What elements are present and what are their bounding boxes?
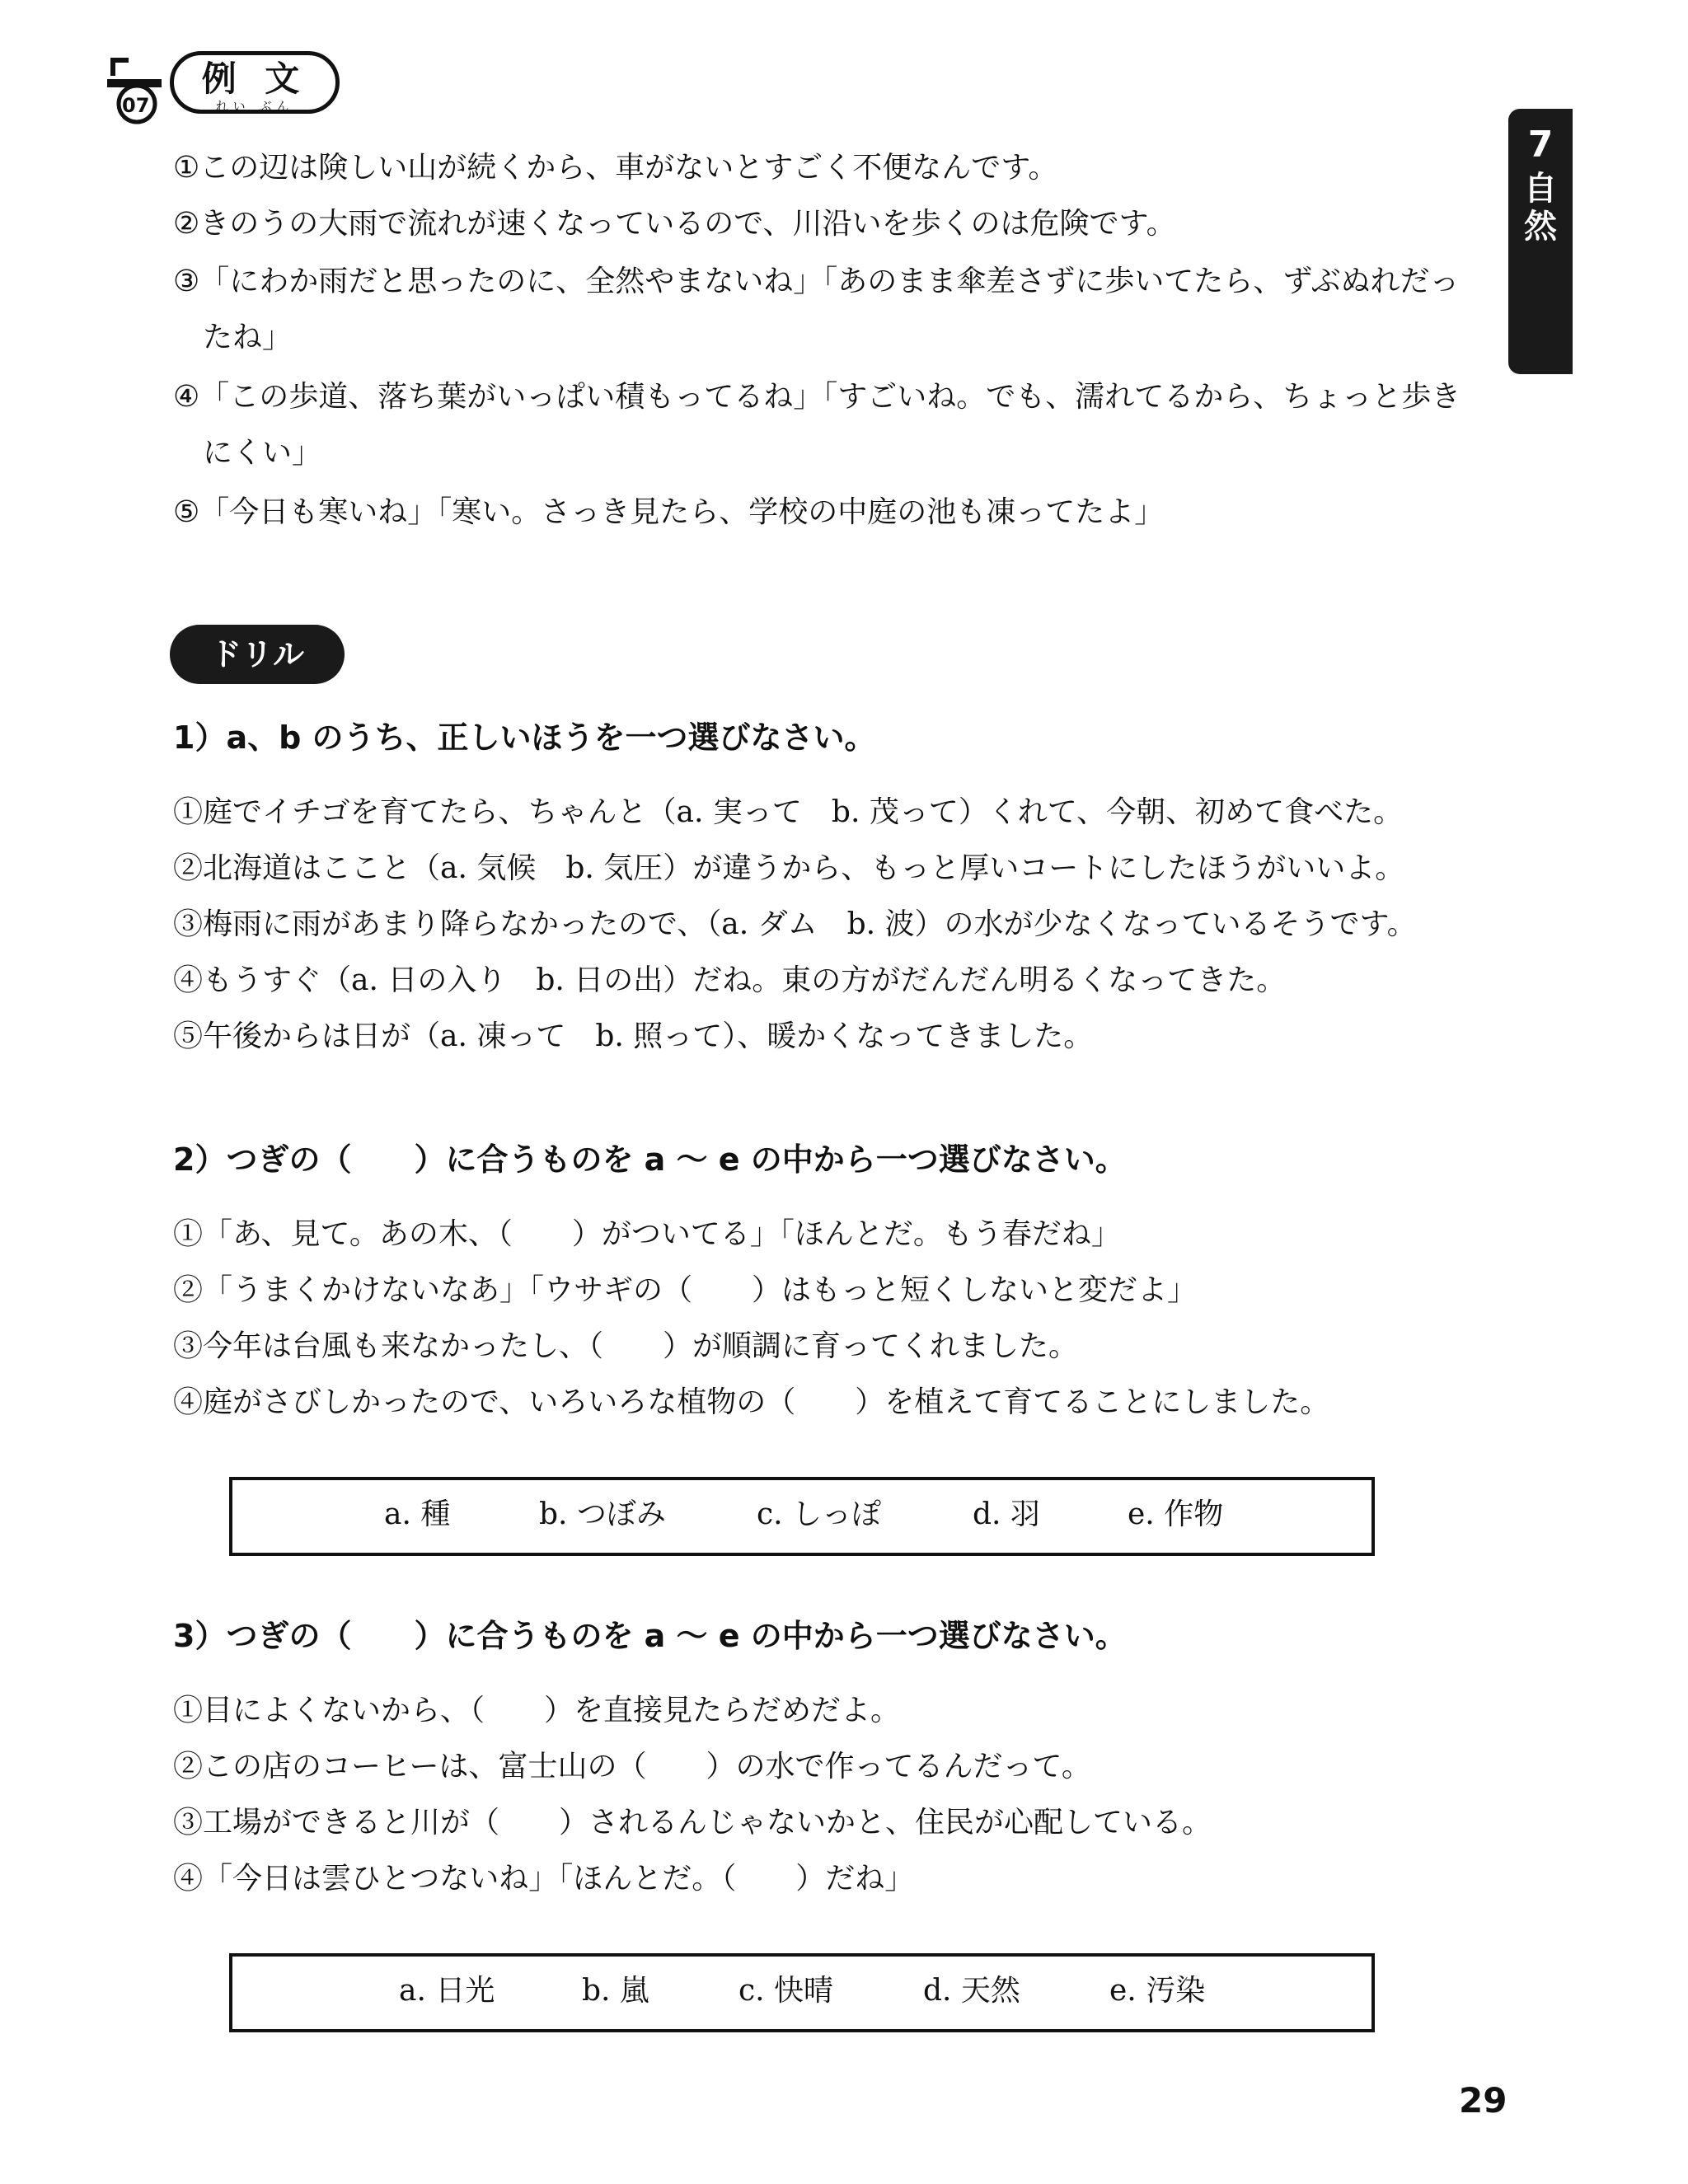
example-sentence-2: ②きのうの大雨で流れが速くなっているので、川沿いを歩くのは危険です。 [173,207,1176,241]
drill-3-choice-d: d. 天然 [923,1974,1020,2008]
chapter-tab-number: 7 [1527,124,1554,166]
drill-3-item-1: ①目によくないから、（ ）を直接見たらだめだよ。 [173,1694,901,1727]
drill-3-choice-b: b. 嵐 [582,1974,649,2008]
drill-label: ドリル [170,625,345,684]
drill-3-item-3: ③工場ができると川が（ ）されるんじゃないかと、住民が心配している。 [173,1806,1212,1840]
drill-2-item-4: ④庭がさびしかったので、いろいろな植物の（ ）を植えて育てることにしました。 [173,1385,1330,1419]
example-sentence-4-continued: にくい」 [203,436,322,470]
drill-1-item-2: ②北海道はここと（a. 気候 b. 気圧）が違うから、もっと厚いコートにしたほうがいいよ。 [173,851,1405,885]
drill-2-item-3: ③今年は台風も来なかったし、（ ）が順調に育ってくれました。 [173,1329,1079,1363]
drill-3-item-2: ②この店のコーヒーは、富士山の（ ）の水で作ってるんだって。 [173,1750,1091,1783]
drill-3-item-4: ④「今日は雲ひとつないね」「ほんとだ。（ ）だね」 [173,1862,915,1896]
drill-section-3-heading: 3）つぎの（ ）に合うものを a ～ e の中から一つ選びなさい。 [173,1618,1127,1654]
example-sentence-4: ④「この歩道、落ち葉がいっぱい積もってるね」「すごいね。でも、濡れてるから、ちょっと歩き [173,380,1461,414]
drill-section-2-heading: 2）つぎの（ ）に合うものを a ～ e の中から一つ選びなさい。 [173,1141,1127,1178]
chapter-tab [1508,109,1573,374]
example-sentence-3: ③「にわか雨だと思ったのに、全然やまないね」「あのまま傘差さずに歩いてたら、ずぶぬれだっ [173,265,1460,298]
drill-3-choice-a: a. 日光 [399,1974,495,2008]
drill-section-1-heading: 1）a、b のうち、正しいほうを一つ選びなさい。 [173,719,876,756]
drill-1-item-4: ④もうすぐ（a. 日の入り b. 日の出）だね。東の方がだんだん明るくなってきた。 [173,963,1287,997]
drill-1-item-3: ③梅雨に雨があまり降らなかったので、（a. ダム b. 波）の水が少なくなっているそうです。 [173,907,1417,941]
example-sentence-3-continued: たね」 [203,321,293,354]
drill-2-choice-a: a. 種 [384,1497,451,1531]
drill-3-choice-box [229,1953,1375,2032]
chapter-tab-label: 自然 [1524,170,1557,246]
drill-1-item-5: ⑤午後からは日が（a. 凍って b. 照って）、暖かくなってきました。 [173,1019,1094,1053]
drill-2-choice-e: e. 作物 [1128,1497,1224,1531]
drill-3-choice-e: e. 汚染 [1109,1974,1206,2008]
example-sentences-label [170,51,340,114]
drill-2-choice-b: b. つぼみ [539,1497,666,1531]
drill-2-choice-c: c. しっぽ [757,1497,882,1531]
drill-2-item-2: ②「うまくかけないなあ」「ウサギの（ ）はもっと短くしないと変だよ」 [173,1273,1198,1307]
audio-track-icon [104,51,165,125]
drill-2-item-1: ①「あ、見て。あの木、（ ）がついてる」「ほんとだ。もう春だね」 [173,1217,1121,1251]
example-sentences-reading: れい ぶん [215,99,294,114]
drill-2-choice-d: d. 羽 [973,1497,1040,1531]
svg-text:07: 07 [122,94,150,117]
drill-1-item-1: ①庭でイチゴを育てたら、ちゃんと（a. 実って b. 茂って）くれて、今朝、初めて食べた。 [173,795,1404,829]
page-number: 29 [1459,2080,1507,2121]
example-sentences-title: 例 文 [201,59,308,99]
example-sentence-5: ⑤「今日も寒いね」「寒い。さっき見たら、学校の中庭の池も凍ってたよ」 [173,495,1165,529]
drill-2-choice-box [229,1477,1375,1556]
drill-3-choice-c: c. 快晴 [738,1974,834,2008]
example-sentence-1: ①この辺は険しい山が続くから、車がないとすごく不便なんです。 [173,151,1058,185]
